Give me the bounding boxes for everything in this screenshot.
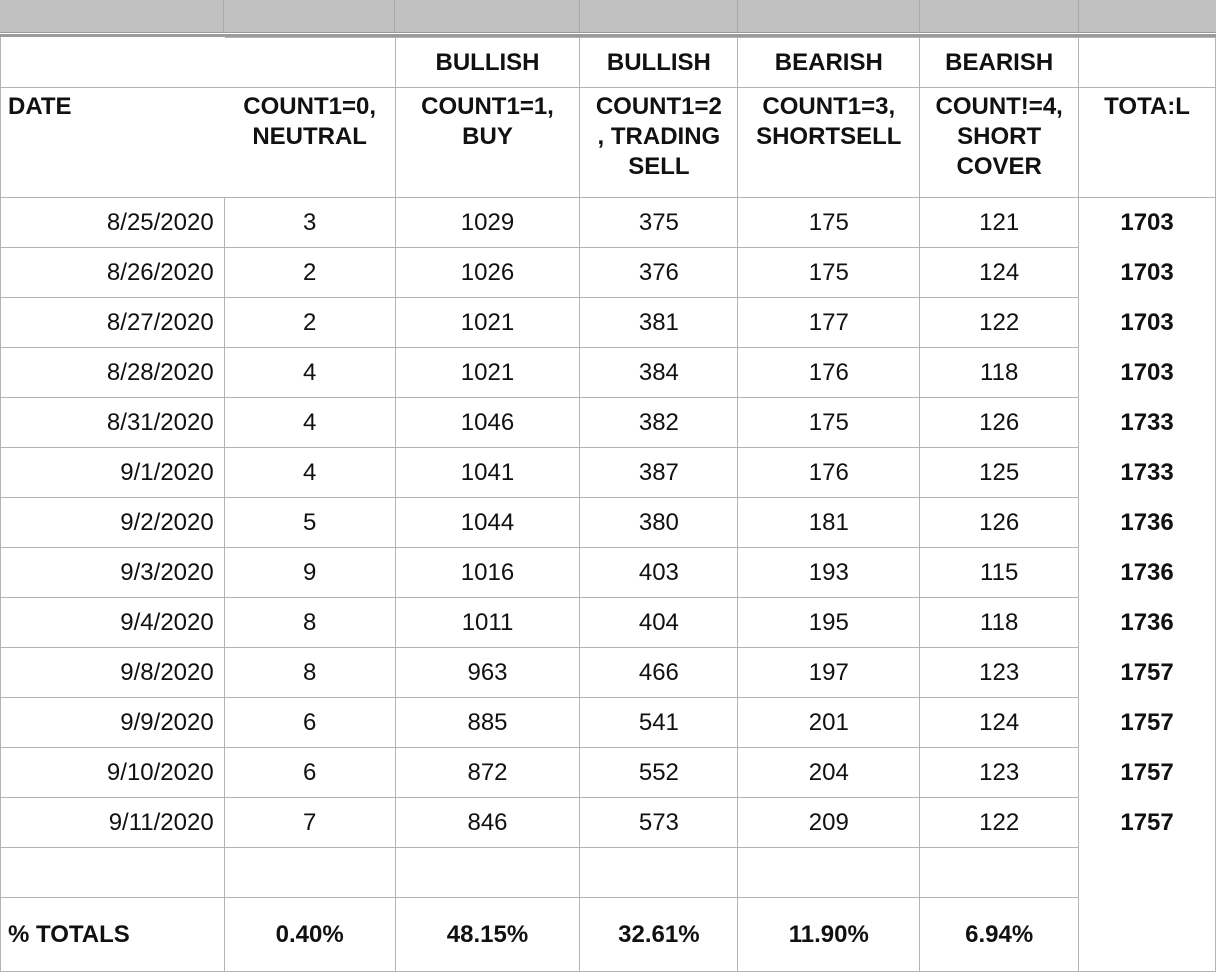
value-cell[interactable]: 7 [224, 798, 395, 848]
value-cell[interactable]: 963 [395, 648, 580, 698]
value-cell[interactable]: 1046 [395, 398, 580, 448]
column-header-cell[interactable] [1, 88, 225, 198]
value-cell[interactable]: 121 [920, 198, 1079, 248]
column-header-text: SELL [628, 153, 690, 180]
date-cell[interactable]: 8/26/2020 [1, 248, 225, 298]
value-cell[interactable]: 177 [738, 298, 920, 348]
value-cell[interactable]: 6 [224, 748, 395, 798]
value-cell[interactable]: 1041 [395, 448, 580, 498]
total-cell[interactable]: 1733 [1079, 448, 1216, 498]
value-cell[interactable]: 115 [920, 548, 1079, 598]
column-header-text: SHORT [957, 123, 1042, 150]
total-cell[interactable]: 1757 [1079, 698, 1216, 748]
value-cell[interactable]: 126 [920, 398, 1079, 448]
value-cell[interactable]: 403 [580, 548, 738, 598]
total-cell[interactable]: 1757 [1079, 798, 1216, 848]
percent-total-cell[interactable]: 6.94% [920, 898, 1079, 972]
table-row [1, 398, 1216, 448]
column-header-text: BUY [462, 123, 513, 150]
value-cell[interactable]: 175 [738, 198, 920, 248]
value-cell[interactable]: 404 [580, 598, 738, 648]
table-row [1, 198, 1216, 248]
value-cell[interactable]: 176 [738, 448, 920, 498]
total-cell[interactable]: 1703 [1079, 248, 1216, 298]
value-cell[interactable]: 384 [580, 348, 738, 398]
value-cell[interactable]: 204 [738, 748, 920, 798]
date-cell[interactable]: 8/31/2020 [1, 398, 225, 448]
column-header-text: DATE [8, 93, 72, 120]
date-cell[interactable]: 9/1/2020 [1, 448, 225, 498]
value-cell[interactable]: 8 [224, 598, 395, 648]
date-cell[interactable]: 9/3/2020 [1, 548, 225, 598]
percent-total-cell[interactable]: 48.15% [395, 898, 580, 972]
table-row [1, 498, 1216, 548]
value-cell[interactable]: 3 [224, 198, 395, 248]
column-header-cell[interactable] [920, 88, 1079, 198]
date-cell[interactable]: 8/28/2020 [1, 348, 225, 398]
empty-cell[interactable] [395, 848, 580, 898]
value-cell[interactable]: 2 [224, 298, 395, 348]
value-cell[interactable]: 124 [920, 248, 1079, 298]
column-header-g[interactable] [1079, 0, 1216, 32]
column-header-cell[interactable] [224, 88, 395, 198]
value-cell[interactable]: 382 [580, 398, 738, 448]
value-cell[interactable]: 387 [580, 448, 738, 498]
empty-cell[interactable] [1, 848, 225, 898]
value-cell[interactable]: 375 [580, 198, 738, 248]
value-cell[interactable]: 123 [920, 748, 1079, 798]
value-cell[interactable]: 552 [580, 748, 738, 798]
totals-label-cell[interactable]: % TOTALS [1, 898, 225, 972]
group-header-cell[interactable]: BULLISH [395, 38, 580, 88]
table-row [1, 598, 1216, 648]
total-cell[interactable]: 1736 [1079, 498, 1216, 548]
value-cell[interactable]: 181 [738, 498, 920, 548]
column-header-cell[interactable] [1079, 88, 1216, 198]
table-row [1, 548, 1216, 598]
column-header-cell[interactable] [738, 88, 920, 198]
percent-total-cell[interactable]: 32.61% [580, 898, 738, 972]
total-cell[interactable]: 1703 [1079, 298, 1216, 348]
value-cell[interactable]: 124 [920, 698, 1079, 748]
column-header-c[interactable] [395, 0, 580, 32]
value-cell[interactable]: 193 [738, 548, 920, 598]
table-row [1, 748, 1216, 798]
value-cell[interactable]: 122 [920, 798, 1079, 848]
table-row [1, 248, 1216, 298]
column-header-a[interactable] [0, 0, 224, 32]
empty-cell[interactable] [1079, 848, 1216, 898]
value-cell[interactable]: 4 [224, 448, 395, 498]
spreadsheet-column-header-bar [0, 0, 1216, 33]
value-cell[interactable]: 5 [224, 498, 395, 548]
column-header-cell[interactable] [580, 88, 738, 198]
value-cell[interactable]: 9 [224, 548, 395, 598]
value-cell[interactable]: 123 [920, 648, 1079, 698]
value-cell[interactable]: 8 [224, 648, 395, 698]
column-header-text: , TRADING [597, 123, 721, 150]
column-header-cell[interactable] [395, 88, 580, 198]
value-cell[interactable]: 4 [224, 348, 395, 398]
value-cell[interactable]: 466 [580, 648, 738, 698]
value-cell[interactable]: 118 [920, 598, 1079, 648]
value-cell[interactable]: 195 [738, 598, 920, 648]
value-cell[interactable]: 573 [580, 798, 738, 848]
table-row [1, 648, 1216, 698]
total-cell[interactable]: 1757 [1079, 648, 1216, 698]
percent-total-cell[interactable]: 11.90% [738, 898, 920, 972]
column-header-text: COUNT1=1, [421, 93, 554, 120]
value-cell[interactable]: 209 [738, 798, 920, 848]
percent-total-cell[interactable]: 0.40% [224, 898, 395, 972]
value-cell[interactable]: 1044 [395, 498, 580, 548]
date-cell[interactable]: 9/10/2020 [1, 748, 225, 798]
value-cell[interactable]: 380 [580, 498, 738, 548]
value-cell[interactable]: 126 [920, 498, 1079, 548]
value-cell[interactable]: 201 [738, 698, 920, 748]
percent-total-cell[interactable] [1079, 898, 1216, 972]
total-cell[interactable]: 1703 [1079, 348, 1216, 398]
column-header-text: SHORTSELL [756, 123, 902, 150]
empty-cell[interactable] [738, 848, 920, 898]
column-header-text: COUNT1=3, [762, 93, 896, 120]
value-cell[interactable]: 125 [920, 448, 1079, 498]
date-cell[interactable]: 8/27/2020 [1, 298, 225, 348]
table-row [1, 698, 1216, 748]
data-table [0, 37, 1216, 972]
value-cell[interactable]: 1029 [395, 198, 580, 248]
group-header-cell[interactable]: BEARISH [920, 38, 1079, 88]
value-cell[interactable]: 376 [580, 248, 738, 298]
date-cell[interactable]: 9/4/2020 [1, 598, 225, 648]
value-cell[interactable]: 197 [738, 648, 920, 698]
value-cell[interactable]: 885 [395, 698, 580, 748]
group-header-cell[interactable] [1, 38, 225, 88]
value-cell[interactable]: 176 [738, 348, 920, 398]
total-cell[interactable]: 1736 [1079, 548, 1216, 598]
group-header-cell[interactable] [1079, 38, 1216, 88]
value-cell[interactable]: 541 [580, 698, 738, 748]
date-cell[interactable]: 9/9/2020 [1, 698, 225, 748]
column-header-text: COUNT!=4, [935, 93, 1063, 120]
value-cell[interactable]: 1016 [395, 548, 580, 598]
column-header-text: COUNT1=0, [243, 93, 376, 120]
value-cell[interactable]: 846 [395, 798, 580, 848]
value-cell[interactable]: 1011 [395, 598, 580, 648]
group-header-cell[interactable]: BEARISH [738, 38, 920, 88]
value-cell[interactable]: 381 [580, 298, 738, 348]
value-cell[interactable]: 4 [224, 398, 395, 448]
value-cell[interactable]: 2 [224, 248, 395, 298]
column-header-b[interactable] [224, 0, 395, 32]
table-row [1, 348, 1216, 398]
value-cell[interactable]: 1021 [395, 348, 580, 398]
value-cell[interactable]: 872 [395, 748, 580, 798]
value-cell[interactable]: 1021 [395, 298, 580, 348]
table-row [1, 798, 1216, 848]
table-row [1, 298, 1216, 348]
date-cell[interactable]: 8/25/2020 [1, 198, 225, 248]
value-cell[interactable]: 6 [224, 698, 395, 748]
empty-cell[interactable] [224, 848, 395, 898]
total-cell[interactable]: 1703 [1079, 198, 1216, 248]
column-header-text: TOTA:L [1104, 93, 1190, 120]
column-header-f[interactable] [920, 0, 1079, 32]
empty-cell[interactable] [580, 848, 738, 898]
column-header-e[interactable] [738, 0, 920, 32]
value-cell[interactable]: 118 [920, 348, 1079, 398]
column-header-d[interactable] [580, 0, 738, 32]
group-header-cell[interactable]: BULLISH [580, 38, 738, 88]
column-header-text: COUNT1=2 [595, 93, 722, 120]
total-cell[interactable]: 1733 [1079, 398, 1216, 448]
value-cell[interactable]: 175 [738, 248, 920, 298]
date-cell[interactable]: 9/8/2020 [1, 648, 225, 698]
column-header-text: NEUTRAL [252, 123, 367, 150]
value-cell[interactable]: 122 [920, 298, 1079, 348]
empty-cell[interactable] [920, 848, 1079, 898]
value-cell[interactable]: 175 [738, 398, 920, 448]
group-header-cell[interactable] [224, 38, 395, 88]
date-cell[interactable]: 9/2/2020 [1, 498, 225, 548]
total-cell[interactable]: 1736 [1079, 598, 1216, 648]
table-row [1, 448, 1216, 498]
total-cell[interactable]: 1757 [1079, 748, 1216, 798]
column-header-text: COVER [956, 153, 1042, 180]
value-cell[interactable]: 1026 [395, 248, 580, 298]
date-cell[interactable]: 9/11/2020 [1, 798, 225, 848]
